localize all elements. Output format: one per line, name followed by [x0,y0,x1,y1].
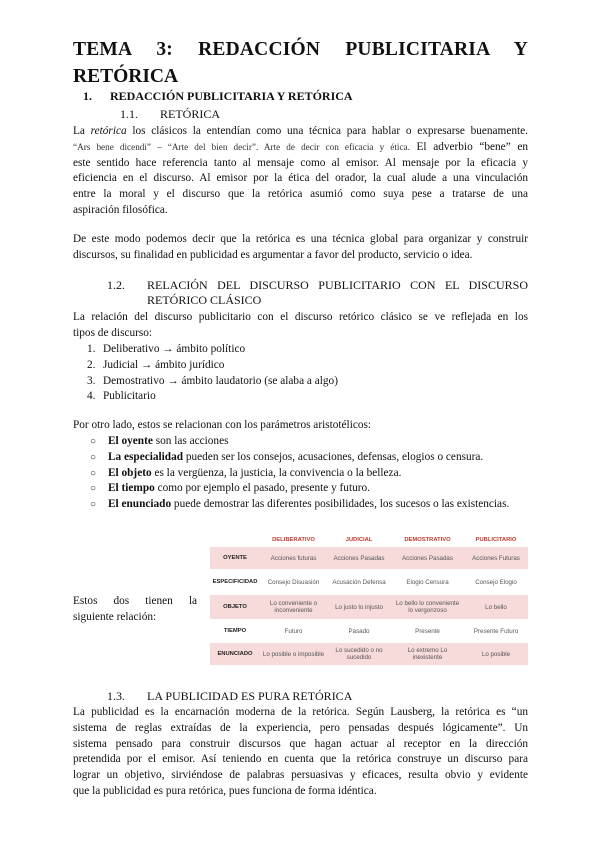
subsection-title: LA PUBLICIDAD ES PURA RETÓRICA [147,689,353,703]
relation-table [210,533,528,665]
table-header: PUBLICITARIO [475,537,517,543]
latin-quote: “Ars bene dicendi” – “Arte del bien decir”. Arte de decir con eficacia y ética. [73,141,410,152]
paragraph-tecnica-global [73,232,528,264]
subsection-title: RELACIÓN DEL DISCURSO PUBLICITARIO CON EL DISCURSO [147,278,528,292]
paragraph-relacion [73,310,528,342]
table-cell: OYENTE [210,547,260,569]
list-item: 3. Demostrativo → ámbito laudatorio (se alaba a algo) [87,374,338,387]
subsection-number: 1.3. [107,689,125,703]
table-cell: Pasado [348,627,370,635]
table-cell: Lo posible o imposible [260,643,327,665]
table-cell: Futuro [284,627,303,635]
table-cell: Lo sucedido o no sucedido [327,643,391,665]
table-cell: Presente Futuro [473,627,519,635]
circle-bullet-icon: ○ [90,451,97,463]
list-item: 1. Deliberativo → ámbito político [87,343,246,355]
paragraph-retorica [73,124,528,219]
table-row [210,619,528,643]
table-cell: Lo extremo Lo inexistente [391,643,464,665]
circle-bullet-icon: ○ [90,436,97,447]
table-cell: Consejo Elogio [475,578,517,586]
discourse-types-list [73,342,338,405]
table-cell: OBJETO [210,595,260,619]
list-item: ○ La especialidad pueden ser los consejos, acusaciones, defensas, elogios o censura. [90,450,528,466]
table-header: DEMOSTRATIVO [404,537,451,543]
table-cell: Lo bello [464,595,528,619]
text-line: tipos de discurso: [73,326,153,339]
subsection-title-continued: RETÓRICO CLÁSICO [147,293,262,307]
subsection-heading-1-2 [107,278,528,308]
subsection-number: 1.1. [120,107,138,121]
text-line: eficiencia en el discurso. Al emisor por la ética del orador, la cual alude a una vinculación [73,172,528,185]
page-title-continued: RETÓRICA [73,66,179,87]
page-title: TEMA 3: REDACCIÓN PUBLICITARIA Y [73,39,528,60]
table-header [210,533,260,547]
list-item: ○ El tiempo como por ejemplo el pasado, presente y futuro. [90,481,528,497]
list-item: 4. Publicitario [87,390,156,403]
side-text-relacion: Estos dos tienen la siguiente relación: [73,595,197,623]
table-cell: Lo conveniente o inconveniente [260,595,327,619]
section-number: 1. [83,89,92,103]
table-header: JUDICIAL [345,537,373,543]
table-cell: Lo bello lo conveniente lo vergonzoso [391,595,464,619]
table-cell: Elogio Censura [406,578,449,586]
text-line: lograr un objetivo, sirviéndose de palabras persuasivas y eficaces, resulta obvio y evidente [73,769,528,782]
table-cell: ESPECIFICIDAD [212,578,258,585]
table-cell: Presente [415,627,440,635]
table-cell: Acciones Pasadas [327,547,391,569]
text-line: discursos, su finalidad en publicidad es argumentar a favor del producto, servicio o idea. [73,248,473,261]
text-line: aspiración filosófica. [73,203,168,216]
text-line: pretendida por el emisor. Así teniendo en cuenta que la retórica construye un discurso para [73,753,528,766]
table-header: DELIBERATIVO [272,537,315,543]
text-line: La retórica los clásicos la entendían como una técnica para hablar o expresarse buenamente. [73,125,528,137]
text-line: que la publicidad es pura retórica, pues funciona de forma idéntica. [73,784,377,797]
list-item: ○ El enunciado puede demostrar las diferentes posibilidades, los sucesos o las existencias. [90,497,528,513]
paragraph-publicidad-retorica [73,705,528,800]
subsection-number: 1.2. [107,278,125,292]
list-item: 2. Judicial → ámbito jurídico [87,358,225,371]
text-line: este sentido hace referencia tanto al mensaje como al emisor. Al mensaje por la eficacia y [73,156,528,169]
table-cell: Consejo Disuasión [267,578,320,586]
section-heading-1 [83,89,353,104]
emphasis-retorica: retórica [90,125,127,137]
section-title: REDACCIÓN PUBLICITARIA Y RETÓRICA [110,89,353,103]
table-header-row [210,533,528,547]
circle-bullet-icon: ○ [90,467,97,479]
paragraph-parametros: Por otro lado, estos se relacionan con los parámetros aristotélicos: [73,419,372,431]
text-line: sistema de reglas extraídas de la experiencia, pero pensadas después lógicamente”. Un [73,721,528,734]
table-cell: Lo posible [464,643,528,665]
table-cell: ENUNCIADO [210,643,260,665]
table-cell: Acciones Pasadas [391,547,464,569]
subsection-heading-1-3 [107,689,352,704]
table-cell: Acciones Futuras [464,547,528,569]
text-line: La publicidad es la encarnación moderna de la retórica. Según Lausberg, la retórica es “un [73,706,528,718]
table-cell: Lo justo lo injusto [327,595,391,619]
circle-bullet-icon: ○ [90,499,97,511]
text-line: sistema pensado para construir discursos que hagan actuar al receptor en la dirección [73,737,528,750]
subsection-heading-1-1 [120,107,220,122]
table-row [210,595,528,619]
list-item: ○ El oyente son las acciones [90,434,528,450]
circle-bullet-icon: ○ [90,483,97,495]
aristotelian-params-list [90,434,528,513]
table-row [210,547,528,569]
text-line: La relación del discurso publicitario con el discurso retórico clásico se ve reflejada en los [73,311,528,323]
text-line: De este modo podemos decir que la retórica es una técnica global para organizar y construir [73,233,528,245]
subsection-title: RETÓRICA [160,107,220,121]
text-line: “Ars bene dicendi” – “Arte del bien decir”. Arte de decir con eficacia y ética. El adverbio “bene” en [73,140,528,153]
list-item: ○ El objeto es la vergüenza, la justicia, la convivencia o la belleza. [90,466,528,482]
table-cell: Acusación Defensa [332,578,386,586]
table-row [210,569,528,595]
text-line: entre la moral y el discurso que la retórica asumió como suya pese a tratarse de una [73,188,528,201]
table-cell: TIEMPO [223,627,247,634]
table-row [210,643,528,665]
table-cell: Acciones futuras [260,547,327,569]
